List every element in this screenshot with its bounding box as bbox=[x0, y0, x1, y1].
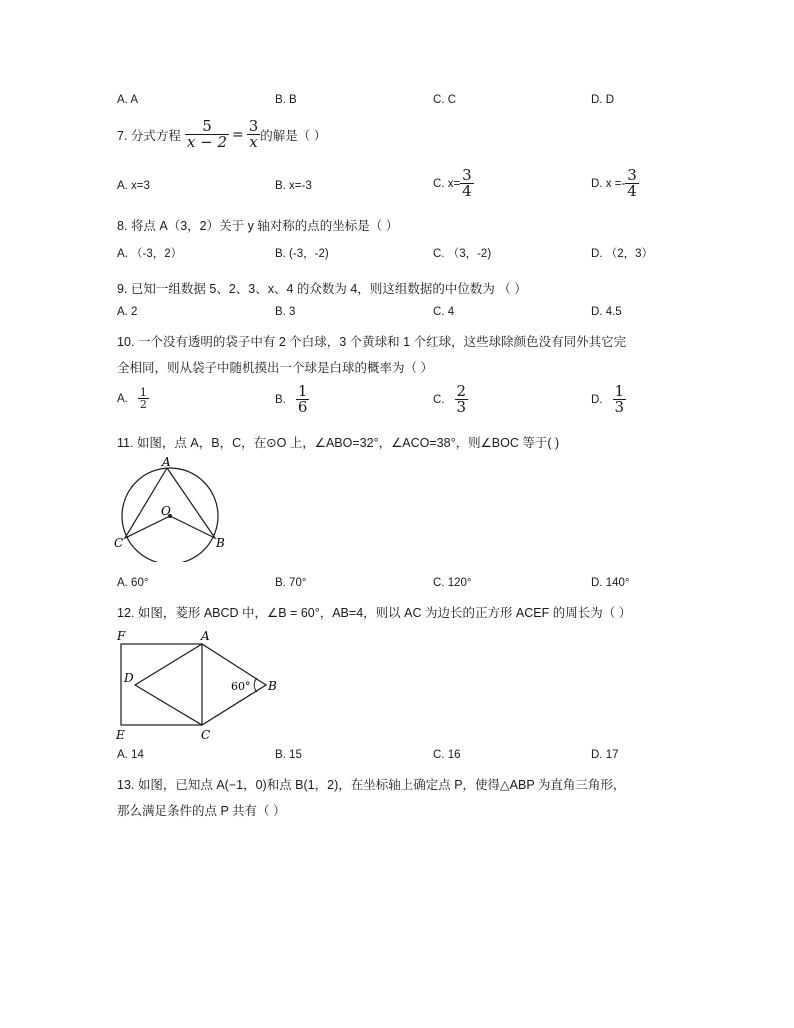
label-c: C bbox=[114, 536, 124, 550]
q10-option-d-label: D. bbox=[591, 393, 603, 406]
q10-option-b-den: 6 bbox=[297, 398, 308, 416]
q11-circle-figure bbox=[110, 452, 240, 562]
label-a: A bbox=[162, 455, 171, 469]
label-a: A bbox=[201, 629, 210, 643]
q7-prefix: 7. 分式方程 bbox=[117, 128, 181, 143]
q7-option-c-label: C. x= bbox=[433, 177, 461, 190]
q10-question-line1: 10. 一个没有透明的袋子中有 2 个白球，3 个黄球和 1 个红球，这些球除颜色没有同外其它完 bbox=[117, 335, 627, 349]
q12-option-b[interactable]: B. 15 bbox=[275, 749, 302, 761]
q7-option-c-den: 4 bbox=[462, 182, 472, 200]
q9-option-b[interactable]: B. 3 bbox=[275, 306, 296, 318]
label-o: O bbox=[161, 504, 171, 518]
q7-suffix: 的解是（ ） bbox=[260, 128, 327, 143]
q10-option-c-fraction bbox=[455, 384, 469, 415]
q7-option-c-num: 3 bbox=[462, 166, 472, 184]
q12-option-d[interactable]: D. 17 bbox=[591, 749, 619, 761]
q7-frac1-num: 5 bbox=[185, 119, 229, 135]
q7-equals: = bbox=[232, 126, 244, 143]
q13-question-line2: 那么满足条件的点 P 共有（ ） bbox=[117, 804, 286, 818]
q10-option-a-label: A. bbox=[117, 392, 128, 405]
q12-question: 12. 如图，菱形 ABCD 中，∠B = 60°，AB=4，则以 AC 为边长的正方形 ACEF 的周长为（ ） bbox=[117, 606, 632, 620]
q9-option-c[interactable]: C. 4 bbox=[433, 306, 455, 318]
q10-option-c[interactable] bbox=[433, 384, 468, 415]
q6-option-b[interactable]: B. B bbox=[275, 94, 297, 106]
q7-question bbox=[117, 119, 326, 150]
q7-option-b[interactable]: B. x=-3 bbox=[275, 180, 312, 192]
angle-arc bbox=[254, 678, 257, 692]
q10-option-c-num: 2 bbox=[456, 382, 467, 400]
label-b: B bbox=[268, 679, 277, 693]
q11-option-b[interactable]: B. 70° bbox=[275, 577, 307, 589]
q6-option-d[interactable]: D. D bbox=[591, 94, 614, 106]
q7-frac1-den: x − 2 bbox=[186, 133, 228, 151]
q11-option-a[interactable]: A. 60° bbox=[117, 577, 149, 589]
q8-option-b[interactable]: B. (-3，-2) bbox=[275, 248, 329, 260]
q10-option-b-num: 1 bbox=[297, 382, 308, 400]
q7-fraction-2 bbox=[247, 119, 261, 150]
label-f: F bbox=[117, 629, 126, 643]
q7-option-d-den: 4 bbox=[627, 182, 637, 200]
q7-option-a[interactable]: A. x=3 bbox=[117, 180, 150, 192]
q11-option-d[interactable]: D. 140° bbox=[591, 577, 630, 589]
q12-option-c[interactable]: C. 16 bbox=[433, 749, 461, 761]
q6-option-a[interactable]: A. A bbox=[117, 94, 139, 106]
q7-option-d-label: D. x =- bbox=[591, 177, 626, 190]
label-angle: 60° bbox=[231, 680, 251, 693]
q10-option-a-fraction bbox=[138, 387, 149, 410]
q10-option-c-label: C. bbox=[433, 393, 445, 406]
q10-option-d[interactable] bbox=[591, 384, 626, 415]
q7-frac2-num: 3 bbox=[248, 117, 259, 135]
q13-question-line1: 13. 如图，已知点 A(−1，0)和点 B(1，2)，在坐标轴上确定点 P，使得△ABP 为直角三角形， bbox=[117, 778, 626, 792]
triangle-lines bbox=[125, 468, 215, 538]
q7-fraction-1 bbox=[185, 119, 229, 150]
q10-option-b[interactable] bbox=[275, 384, 309, 415]
q8-option-a[interactable]: A. （-3，2） bbox=[117, 248, 183, 260]
q10-question-line2: 全相同，则从袋子中随机摸出一个球是白球的概率为（ ） bbox=[117, 361, 433, 375]
q10-option-d-den: 3 bbox=[614, 398, 625, 416]
label-c: C bbox=[201, 728, 211, 742]
q8-option-c[interactable]: C. （3，-2) bbox=[433, 248, 492, 260]
label-d: D bbox=[124, 671, 134, 685]
q10-option-b-fraction bbox=[296, 384, 310, 415]
q10-option-a[interactable] bbox=[117, 387, 149, 410]
q9-question: 9. 已知一组数据 5、2、3、x、4 的众数为 4，则这组数据的中位数为 （ ） bbox=[117, 282, 527, 296]
label-b: B bbox=[216, 536, 225, 550]
q11-question: 11. 如图，点 A，B，C，在⊙O 上，∠ABO=32°，∠ACO=38°，则∠BOC 等于( ) bbox=[117, 436, 560, 450]
q10-option-b-label: B. bbox=[275, 393, 286, 406]
q7-option-d-fraction bbox=[625, 168, 639, 199]
q6-option-c[interactable]: C. C bbox=[433, 94, 456, 106]
q8-question: 8. 将点 A（3，2）关于 y 轴对称的点的坐标是（ ） bbox=[117, 219, 399, 233]
q7-option-c-fraction bbox=[460, 168, 474, 199]
q10-option-a-den: 2 bbox=[139, 398, 147, 411]
label-e: E bbox=[116, 728, 125, 742]
q10-option-d-fraction bbox=[613, 384, 627, 415]
q7-option-d[interactable] bbox=[591, 168, 639, 199]
q7-frac2-den: x bbox=[249, 133, 258, 151]
q10-option-d-num: 1 bbox=[614, 382, 625, 400]
q7-option-d-num: 3 bbox=[627, 166, 637, 184]
q10-option-c-den: 3 bbox=[456, 398, 467, 416]
q11-option-c[interactable]: C. 120° bbox=[433, 577, 472, 589]
q8-option-d[interactable]: D. （2，3） bbox=[591, 248, 653, 260]
q12-option-a[interactable]: A. 14 bbox=[117, 749, 144, 761]
q12-rhombus-figure bbox=[110, 626, 290, 746]
q9-option-d[interactable]: D. 4.5 bbox=[591, 306, 622, 318]
q9-option-a[interactable]: A. 2 bbox=[117, 306, 138, 318]
q7-option-c[interactable] bbox=[433, 168, 474, 199]
q10-option-a-num: 1 bbox=[139, 386, 147, 399]
